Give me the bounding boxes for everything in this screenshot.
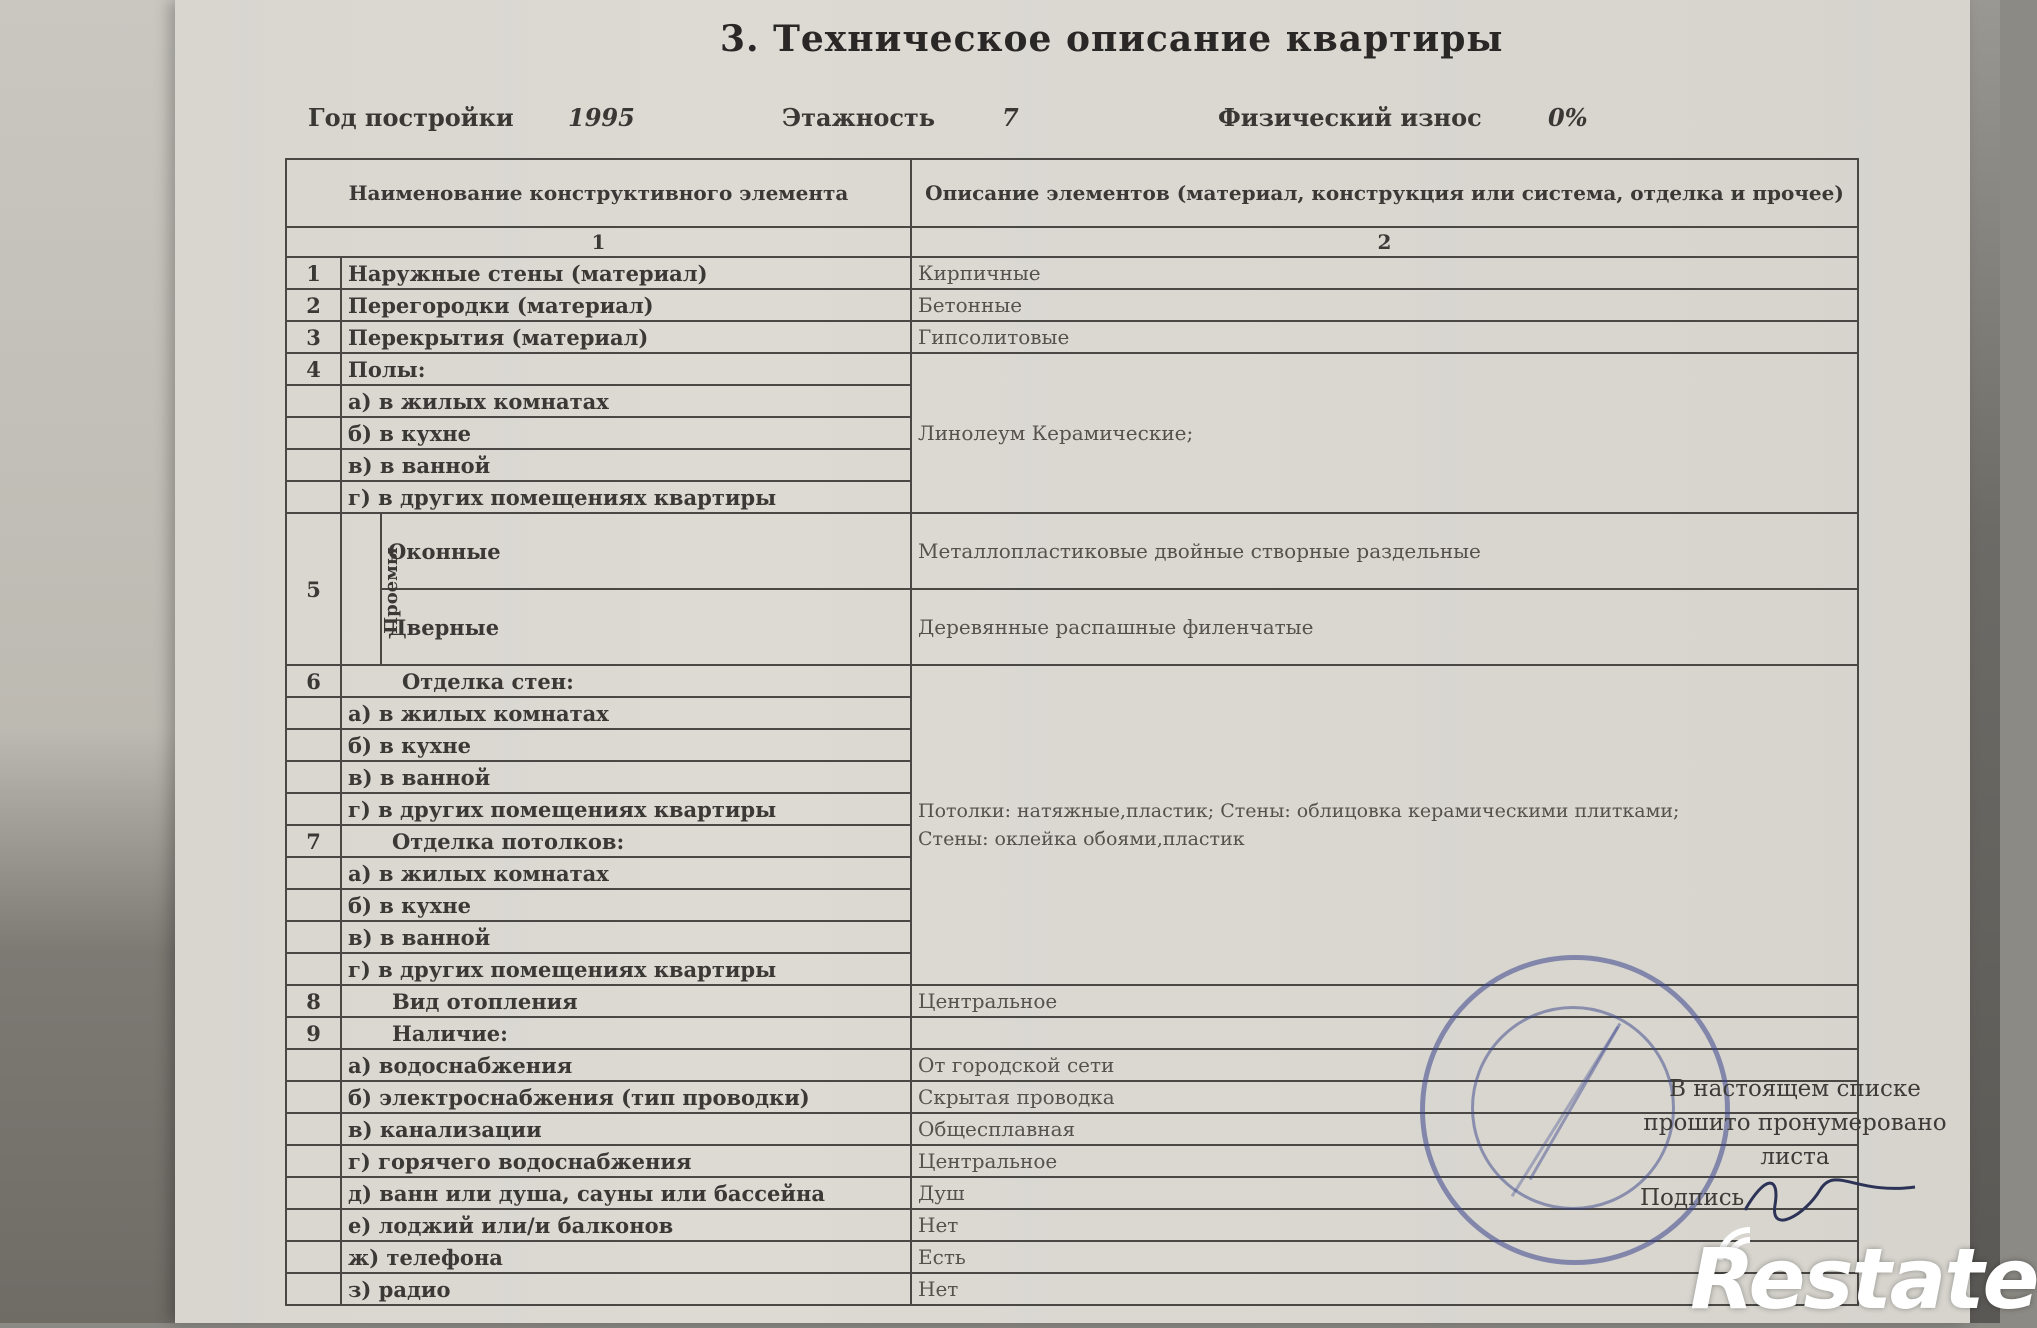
physical-wear-label: Физический износ	[1218, 103, 1482, 132]
row-description: Общесплавная	[911, 1113, 1858, 1145]
header-col2-number: 2	[911, 227, 1858, 257]
row-label: б) в кухне	[341, 729, 911, 761]
row-description: Центральное	[911, 1145, 1858, 1177]
floors-value: 7	[1002, 103, 1019, 132]
row-description: Душ	[911, 1177, 1858, 1209]
row-label: Наружные стены (материал)	[341, 257, 911, 289]
row-number-empty	[286, 1177, 341, 1209]
physical-wear-value: 0%	[1548, 103, 1588, 132]
header-element-description: Описание элементов (материал, конструкция или система, отделка и прочее)	[911, 159, 1858, 227]
openings-group-label: Проемы	[341, 513, 381, 665]
row-label: б) в кухне	[341, 889, 911, 921]
row-label: г) горячего водоснабжения	[341, 1145, 911, 1177]
row-label: в) в ванной	[341, 449, 911, 481]
binding-note	[1630, 1072, 1960, 1174]
signature-label: Подпись	[1640, 1185, 1745, 1211]
row-label: Вид отопления	[341, 985, 911, 1017]
row-label: б) в кухне	[341, 417, 911, 449]
table-row-openings-windows	[286, 513, 1858, 589]
row-label: б) электроснабжения (тип проводки)	[341, 1081, 911, 1113]
row-label: Оконные	[381, 513, 911, 589]
header-element-name: Наименование конструктивного элемента	[286, 159, 911, 227]
finish-description	[911, 665, 1858, 985]
floors-label: Этажность	[782, 103, 936, 132]
row-label: г) в других помещениях квартиры	[341, 953, 911, 985]
row-number-empty	[286, 921, 341, 953]
row-label: в) в ванной	[341, 761, 911, 793]
row-number: 9	[286, 1017, 341, 1049]
row-number-empty	[286, 1209, 341, 1241]
row-label: а) в жилых комнатах	[341, 385, 911, 417]
row-number: 7	[286, 825, 341, 857]
floors-description: Линолеум Керамические;	[911, 353, 1858, 513]
row-label: е) лоджий или/и балконов	[341, 1209, 911, 1241]
row-label: ж) телефона	[341, 1241, 911, 1273]
row-label: з) радио	[341, 1273, 911, 1305]
row-number-empty	[286, 1113, 341, 1145]
row-label: а) в жилых комнатах	[341, 857, 911, 889]
row-number: 1	[286, 257, 341, 289]
row-label: Наличие:	[341, 1017, 911, 1049]
row-number-empty	[286, 729, 341, 761]
row-label: Отделка потолков:	[341, 825, 911, 857]
finish-description-line-2: Стены: оклейка обоями,пластик	[918, 828, 1245, 850]
binding-note-line-3: листа	[1760, 1144, 1830, 1170]
row-number: 2	[286, 289, 341, 321]
row-description: Есть	[911, 1241, 1858, 1273]
year-built-value: 1995	[568, 103, 635, 132]
row-label: Перегородки (материал)	[341, 289, 911, 321]
row-label: Полы:	[341, 353, 911, 385]
row-label: а) в жилых комнатах	[341, 697, 911, 729]
row-number: 3	[286, 321, 341, 353]
row-label: Отделка стен:	[341, 665, 911, 697]
row-label: г) в других помещениях квартиры	[341, 481, 911, 513]
row-number-empty	[286, 1273, 341, 1305]
page-title: 3. Техническое описание квартиры	[720, 18, 1504, 60]
table-row-floors	[286, 353, 1858, 385]
table-header-numbers	[286, 227, 1858, 257]
row-number-empty	[286, 761, 341, 793]
row-label: а) водоснабжения	[341, 1049, 911, 1081]
restate-watermark-logo: Restate	[1690, 1230, 2037, 1328]
row-description: Кирпичные	[911, 257, 1858, 289]
row-number-empty	[286, 889, 341, 921]
row-number-empty	[286, 481, 341, 513]
row-number-empty	[286, 417, 341, 449]
row-number-empty	[286, 1145, 341, 1177]
finish-description-line-1: Потолки: натяжные,пластик; Стены: облицовка керамическими плитками;	[918, 800, 1680, 822]
row-description: Деревянные распашные филенчатые	[911, 589, 1858, 665]
table-row-radio	[286, 1273, 1858, 1305]
row-description: Нет	[911, 1273, 1858, 1305]
row-label: Дверные	[381, 589, 911, 665]
row-label: в) в ванной	[341, 921, 911, 953]
table-row-wall-finish	[286, 665, 1858, 697]
row-description: Гипсолитовые	[911, 321, 1858, 353]
row-label: в) канализации	[341, 1113, 911, 1145]
row-description: Скрытая проводка	[911, 1081, 1858, 1113]
row-number-empty	[286, 385, 341, 417]
row-number-empty	[286, 1241, 341, 1273]
row-label: г) в других помещениях квартиры	[341, 793, 911, 825]
row-label: Перекрытия (материал)	[341, 321, 911, 353]
row-number: 4	[286, 353, 341, 385]
row-description: От городской сети	[911, 1049, 1858, 1081]
row-description: Центральное	[911, 985, 1858, 1017]
table-row-floors-slabs	[286, 321, 1858, 353]
table-row-partitions	[286, 289, 1858, 321]
row-number: 6	[286, 665, 341, 697]
table-row-exterior-walls	[286, 257, 1858, 289]
row-number-empty	[286, 697, 341, 729]
row-number-empty	[286, 1081, 341, 1113]
table-row-openings-doors	[286, 589, 1858, 665]
table-header-row	[286, 159, 1858, 227]
row-number: 5	[286, 513, 341, 665]
row-description: Нет	[911, 1209, 1858, 1241]
row-number-empty	[286, 857, 341, 889]
row-number-empty	[286, 793, 341, 825]
row-number-empty	[286, 1049, 341, 1081]
row-description: Металлопластиковые двойные створные раздельные	[911, 513, 1858, 589]
row-number: 8	[286, 985, 341, 1017]
row-description: Бетонные	[911, 289, 1858, 321]
row-description-empty	[911, 1017, 1858, 1049]
row-label: д) ванн или душа, сауны или бассейна	[341, 1177, 911, 1209]
header-col1-number: 1	[286, 227, 911, 257]
year-built-label: Год постройки	[308, 103, 514, 132]
row-number-empty	[286, 953, 341, 985]
binding-note-line-1: В настоящем списке	[1669, 1076, 1921, 1102]
binding-note-line-2: прошито пронумеровано	[1643, 1110, 1947, 1136]
row-number-empty	[286, 449, 341, 481]
